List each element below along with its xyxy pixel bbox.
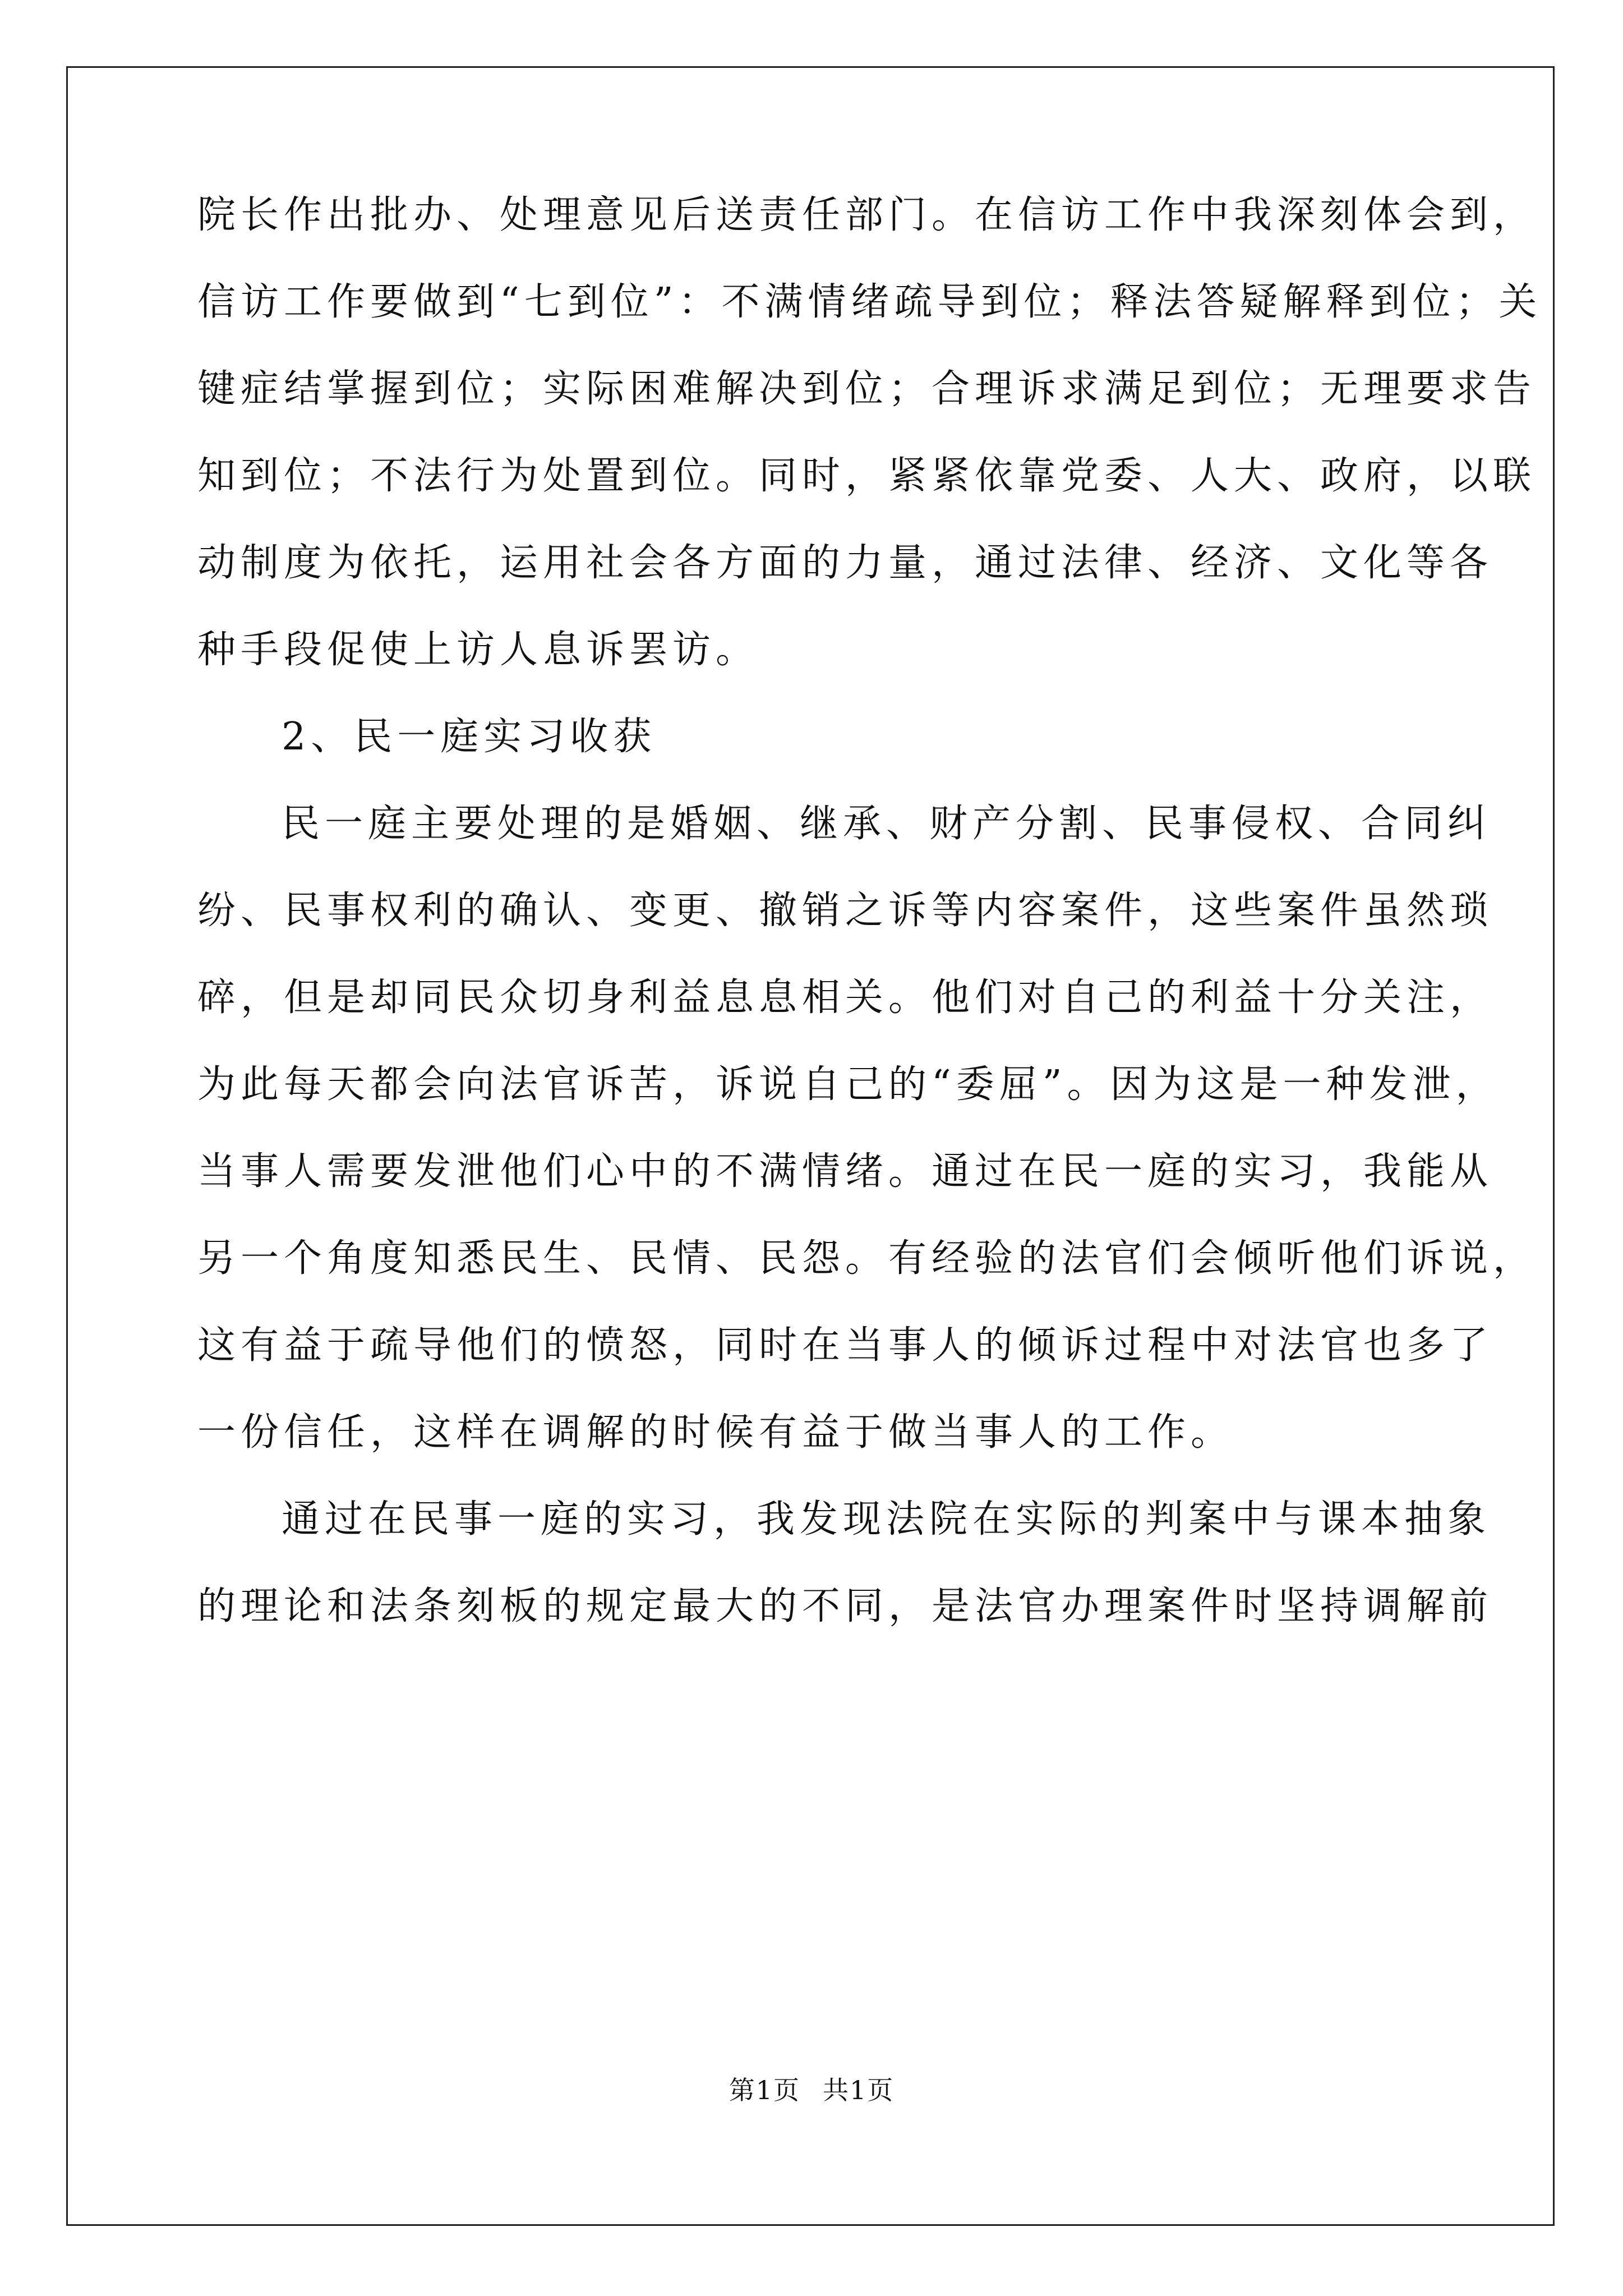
text-line: 种手段促使上访人息诉罢访。: [197, 628, 759, 672]
page-number: 第1页: [728, 2075, 800, 2105]
text-line: 的理论和法条刻板的规定最大的不同，是法官办理案件时坚持调解前: [197, 1584, 1493, 1628]
text-line: 另一个角度知悉民生、民情、民怨。有经验的法官们会倾听他们诉说，: [197, 1236, 1537, 1281]
text-line: 民一庭主要处理的是婚姻、继承、财产分割、民事侵权、合同纠: [282, 802, 1491, 846]
page-footer: [0, 2070, 1623, 2107]
text-line: 一份信任，这样在调解的时候有益于做当事人的工作。: [197, 1410, 1234, 1455]
document-body: [197, 172, 1542, 1650]
text-line: 当事人需要发泄他们心中的不满情绪。通过在民一庭的实习，我能从: [197, 1149, 1493, 1194]
text-line: 碎，但是却同民众切身利益息息相关。他们对自己的利益十分关注，: [197, 976, 1493, 1020]
page-total: 共1页: [823, 2075, 895, 2105]
text-line: 纷、民事权利的确认、变更、撤销之诉等内容案件，这些案件虽然琐: [197, 889, 1493, 933]
text-line: 为此每天都会向法官诉苦，诉说自己的“委屈”。因为这是一种发泄，: [197, 1062, 1499, 1107]
section-heading: 2、民一庭实习收获: [282, 715, 657, 759]
text-line: 这有益于疏导他们的愤怒，同时在当事人的倾诉过程中对法官也多了: [197, 1323, 1493, 1368]
text-line: 动制度为依托，运用社会各方面的力量，通过法律、经济、文化等各: [197, 541, 1493, 585]
text-line: 信访工作要做到“七到位”：不满情绪疏导到位；释法答疑解释到位；关: [197, 280, 1542, 324]
text-line: 键症结掌握到位；实际困难解决到位；合理诉求满足到位；无理要求告: [197, 367, 1537, 411]
text-line: 知到位；不法行为处置到位。同时，紧紧依靠党委、人大、政府，以联: [197, 454, 1537, 498]
text-line: 通过在民事一庭的实习，我发现法院在实际的判案中与课本抽象: [282, 1497, 1491, 1542]
text-line: 院长作出批办、处理意见后送责任部门。在信访工作中我深刻体会到，: [197, 193, 1537, 237]
